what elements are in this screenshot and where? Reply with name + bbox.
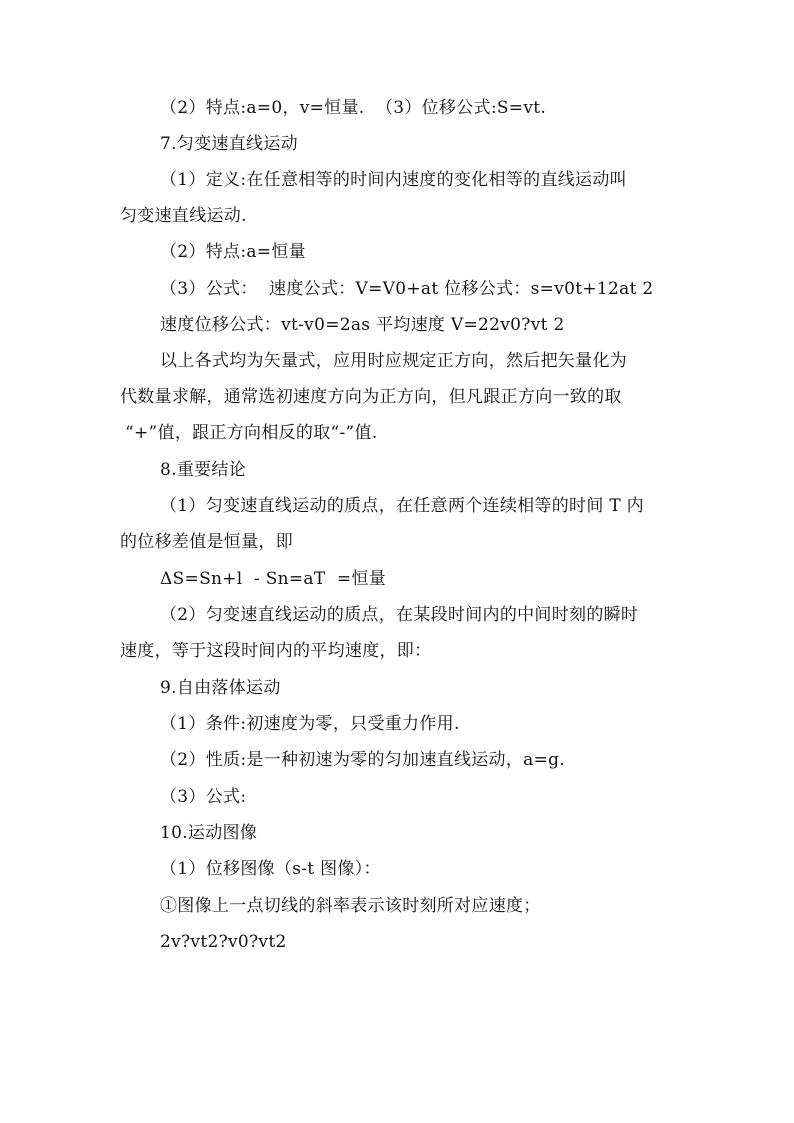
text-line-3: （1）定义:在任意相等的时间内速度的变化相等的直线运动叫 — [160, 170, 627, 190]
text-line-12: （1）匀变速直线运动的质点，在任意两个连续相等的时间 T 内 — [160, 496, 644, 516]
text-line-4: 匀变速直线运动. — [120, 206, 247, 226]
text-line-23: ①图像上一点切线的斜率表示该时刻所对应速度； — [160, 896, 541, 916]
text-line-6: （3）公式： 速度公式：V=V0+at 位移公式：s=v0t+12at 2 — [160, 279, 654, 299]
text-line-22: （1）位移图像（s-t 图像）： — [160, 859, 381, 879]
text-line-10: “+”值，跟正方向相反的取“-”值. — [125, 423, 378, 443]
text-line-5: （2）特点:a=恒量 — [160, 242, 306, 262]
text-line-7: 速度位移公式：vt-v0=2as 平均速度 V=22v0?vt 2 — [160, 315, 565, 335]
text-line-9: 代数量求解，通常选初速度方向为正方向，但凡跟正方向一致的取 — [120, 387, 622, 407]
text-line-13: 的位移差值是恒量，即 — [120, 532, 293, 552]
text-line-14: ΔS=Sn+l - Sn=aT =恒量 — [160, 569, 387, 589]
text-line-8: 以上各式均为矢量式，应用时应规定正方向，然后把矢量化为 — [160, 351, 628, 371]
text-line-11: 8.重要结论 — [160, 460, 247, 480]
text-line-1: （2）特点:a=0，v=恒量. （3）位移公式:S=vt. — [160, 98, 547, 118]
text-line-15: （2）匀变速直线运动的质点，在某段时间内的中间时刻的瞬时 — [160, 605, 639, 625]
text-line-24: 2v?vt2?v0?vt2 — [160, 932, 287, 952]
text-line-21: 10.运动图像 — [160, 823, 258, 843]
text-line-18: （1）条件:初速度为零，只受重力作用. — [160, 714, 460, 734]
text-line-20: （3）公式: — [160, 787, 247, 807]
text-line-17: 9.自由落体运动 — [160, 678, 281, 698]
text-line-2: 7.匀变速直线运动 — [160, 134, 298, 154]
text-line-16: 速度，等于这段时间内的平均速度，即： — [120, 641, 432, 661]
text-line-19: （2）性质:是一种初速为零的匀加速直线运动，a=g. — [160, 750, 566, 770]
